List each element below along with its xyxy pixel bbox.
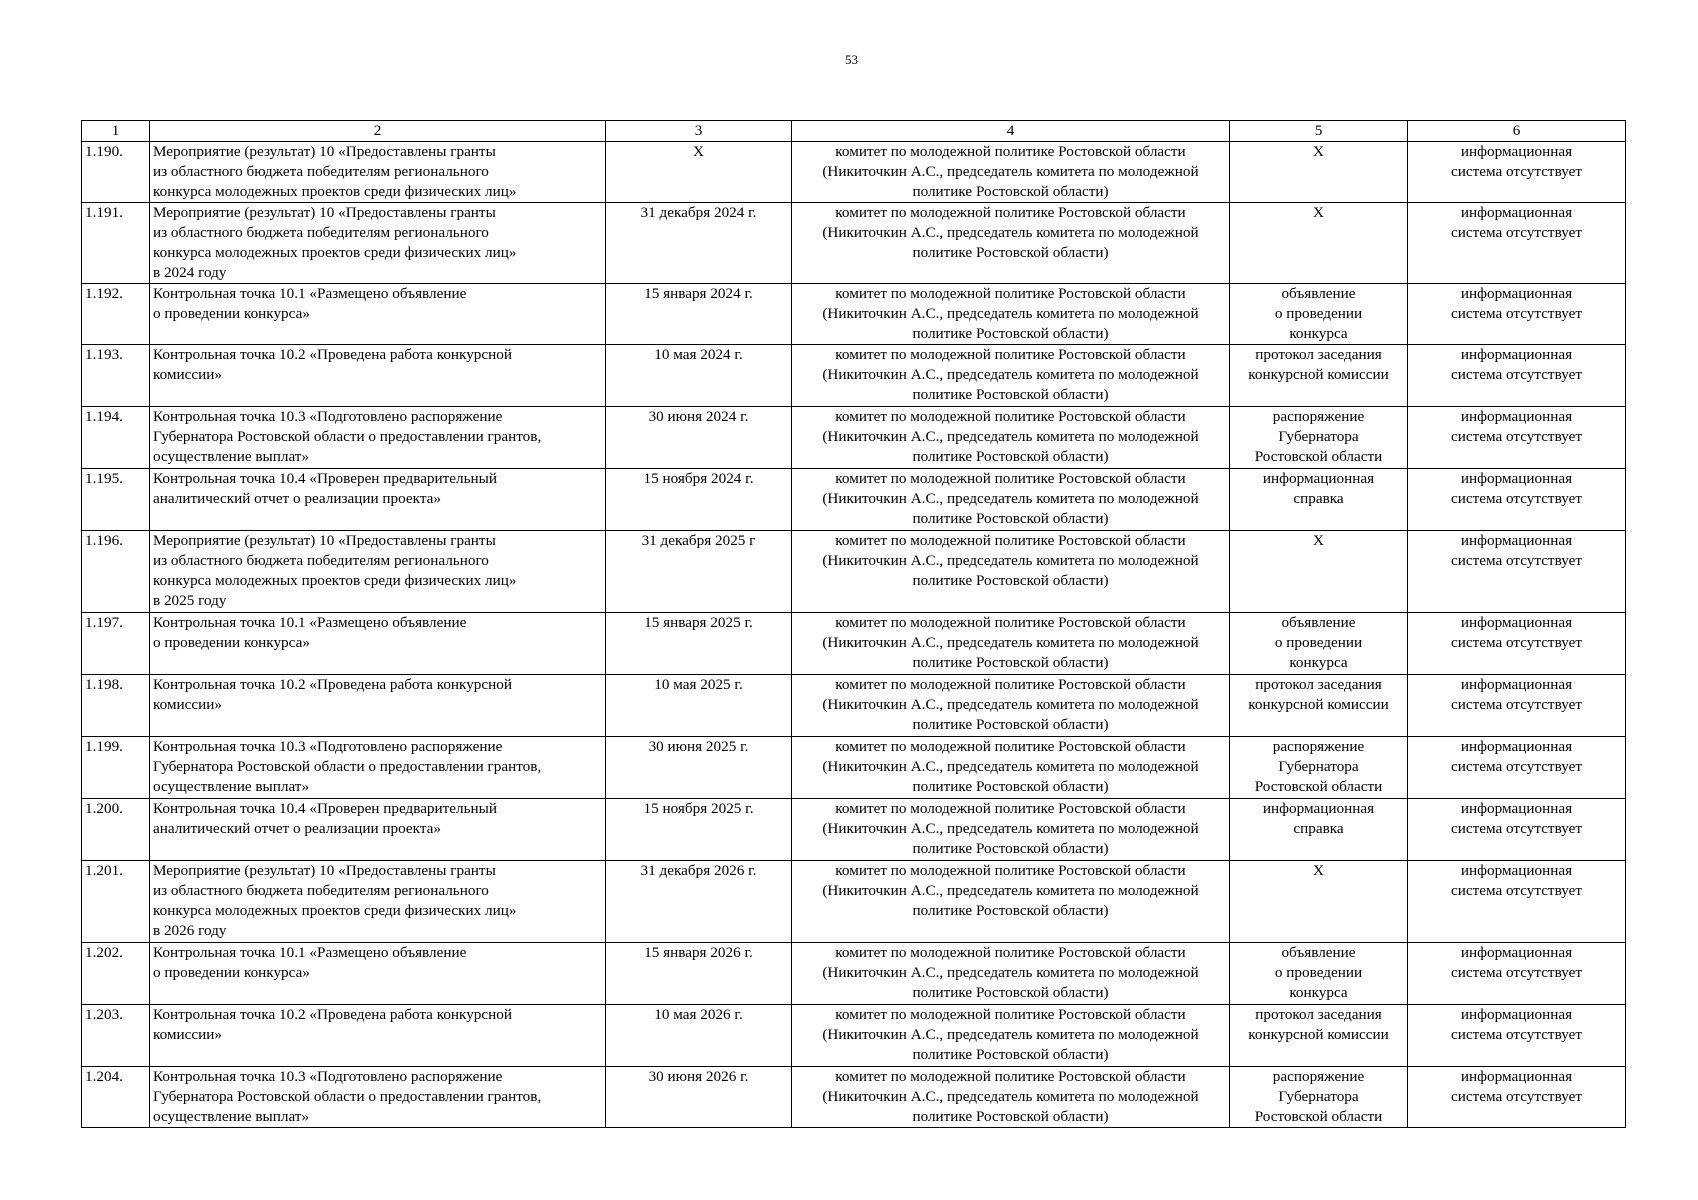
table-row <box>82 737 1626 799</box>
row-number: 1.202. <box>82 943 150 1005</box>
deadline-date: 10 мая 2024 г. <box>606 345 792 407</box>
responsible-executor: комитет по молодежной политике Ростовской области (Никиточкин А.С., председатель комитета по молодежной политике Ростовской области) <box>792 737 1230 799</box>
deadline-date: 31 декабря 2026 г. <box>606 861 792 943</box>
deadline-date: 31 декабря 2025 г <box>606 531 792 613</box>
table-row <box>82 1005 1626 1067</box>
deadline-date: 31 декабря 2024 г. <box>606 203 792 284</box>
table-row <box>82 1067 1626 1128</box>
info-system: информационная система отсутствует <box>1408 1005 1626 1067</box>
responsible-executor: комитет по молодежной политике Ростовской области (Никиточкин А.С., председатель комитета по молодежной политике Ростовской области) <box>792 407 1230 469</box>
row-number: 1.197. <box>82 613 150 675</box>
event-name: Контрольная точка 10.3 «Подготовлено распоряжение Губернатора Ростовской области о предоставлении грантов, осуществление выплат» <box>150 1067 606 1128</box>
table-row <box>82 284 1626 345</box>
deadline-date: 15 ноября 2025 г. <box>606 799 792 861</box>
responsible-executor: комитет по молодежной политике Ростовской области (Никиточкин А.С., председатель комитета по молодежной политике Ростовской области) <box>792 1067 1230 1128</box>
deadline-date: 15 ноября 2024 г. <box>606 469 792 531</box>
table-row <box>82 345 1626 407</box>
deadline-date: 15 января 2025 г. <box>606 613 792 675</box>
deadline-date: Х <box>606 142 792 203</box>
column-number: 2 <box>150 121 606 142</box>
responsible-executor: комитет по молодежной политике Ростовской области (Никиточкин А.С., председатель комитета по молодежной политике Ростовской области) <box>792 675 1230 737</box>
column-number: 5 <box>1230 121 1408 142</box>
table-row <box>82 407 1626 469</box>
event-name: Контрольная точка 10.3 «Подготовлено распоряжение Губернатора Ростовской области о предоставлении грантов, осуществление выплат» <box>150 407 606 469</box>
deadline-date: 30 июня 2025 г. <box>606 737 792 799</box>
info-system: информационная система отсутствует <box>1408 531 1626 613</box>
event-name: Контрольная точка 10.4 «Проверен предварительный аналитический отчет о реализации проекта» <box>150 469 606 531</box>
event-name: Мероприятие (результат) 10 «Предоставлены гранты из областного бюджета победителям регионального конкурса молодежных проектов среди физических лиц» <box>150 142 606 203</box>
column-numbers-row <box>82 121 1626 142</box>
responsible-executor: комитет по молодежной политике Ростовской области (Никиточкин А.С., председатель комитета по молодежной политике Ростовской области) <box>792 799 1230 861</box>
event-name: Мероприятие (результат) 10 «Предоставлены гранты из областного бюджета победителям регионального конкурса молодежных проектов среди физических лиц» в 2025 году <box>150 531 606 613</box>
responsible-executor: комитет по молодежной политике Ростовской области (Никиточкин А.С., председатель комитета по молодежной политике Ростовской области) <box>792 1005 1230 1067</box>
column-number: 4 <box>792 121 1230 142</box>
table-row <box>82 943 1626 1005</box>
row-number: 1.194. <box>82 407 150 469</box>
event-name: Мероприятие (результат) 10 «Предоставлены гранты из областного бюджета победителям регионального конкурса молодежных проектов среди физических лиц» в 2024 году <box>150 203 606 284</box>
event-name: Контрольная точка 10.3 «Подготовлено распоряжение Губернатора Ростовской области о предоставлении грантов, осуществление выплат» <box>150 737 606 799</box>
info-system: информационная система отсутствует <box>1408 284 1626 345</box>
responsible-executor: комитет по молодежной политике Ростовской области (Никиточкин А.С., председатель комитета по молодежной политике Ростовской области) <box>792 142 1230 203</box>
deadline-date: 30 июня 2024 г. <box>606 407 792 469</box>
info-system: информационная система отсутствует <box>1408 142 1626 203</box>
info-system: информационная система отсутствует <box>1408 469 1626 531</box>
table-row <box>82 531 1626 613</box>
deadline-date: 15 января 2024 г. <box>606 284 792 345</box>
row-number: 1.192. <box>82 284 150 345</box>
table-row <box>82 469 1626 531</box>
confirming-document: Х <box>1230 203 1408 284</box>
event-name: Контрольная точка 10.2 «Проведена работа конкурсной комиссии» <box>150 1005 606 1067</box>
confirming-document: объявление о проведении конкурса <box>1230 613 1408 675</box>
event-name: Контрольная точка 10.1 «Размещено объявление о проведении конкурса» <box>150 943 606 1005</box>
deadline-date: 10 мая 2025 г. <box>606 675 792 737</box>
confirming-document: протокол заседания конкурсной комиссии <box>1230 675 1408 737</box>
event-name: Контрольная точка 10.1 «Размещено объявление о проведении конкурса» <box>150 613 606 675</box>
confirming-document: Х <box>1230 861 1408 943</box>
deadline-date: 10 мая 2026 г. <box>606 1005 792 1067</box>
confirming-document: протокол заседания конкурсной комиссии <box>1230 1005 1408 1067</box>
confirming-document: протокол заседания конкурсной комиссии <box>1230 345 1408 407</box>
event-name: Контрольная точка 10.4 «Проверен предварительный аналитический отчет о реализации проекта» <box>150 799 606 861</box>
table-row <box>82 142 1626 203</box>
column-number: 1 <box>82 121 150 142</box>
row-number: 1.199. <box>82 737 150 799</box>
event-name: Контрольная точка 10.1 «Размещено объявление о проведении конкурса» <box>150 284 606 345</box>
info-system: информационная система отсутствует <box>1408 613 1626 675</box>
deadline-date: 15 января 2026 г. <box>606 943 792 1005</box>
table-row <box>82 799 1626 861</box>
confirming-document: распоряжение Губернатора Ростовской области <box>1230 1067 1408 1128</box>
plan-table <box>81 120 1626 1128</box>
row-number: 1.190. <box>82 142 150 203</box>
responsible-executor: комитет по молодежной политике Ростовской области (Никиточкин А.С., председатель комитета по молодежной политике Ростовской области) <box>792 203 1230 284</box>
info-system: информационная система отсутствует <box>1408 861 1626 943</box>
row-number: 1.196. <box>82 531 150 613</box>
row-number: 1.191. <box>82 203 150 284</box>
event-name: Мероприятие (результат) 10 «Предоставлены гранты из областного бюджета победителям регионального конкурса молодежных проектов среди физических лиц» в 2026 году <box>150 861 606 943</box>
info-system: информационная система отсутствует <box>1408 1067 1626 1128</box>
deadline-date: 30 июня 2026 г. <box>606 1067 792 1128</box>
row-number: 1.203. <box>82 1005 150 1067</box>
row-number: 1.204. <box>82 1067 150 1128</box>
table-row <box>82 203 1626 284</box>
page-number-text: 53 <box>845 52 858 67</box>
responsible-executor: комитет по молодежной политике Ростовской области (Никиточкин А.С., председатель комитета по молодежной политике Ростовской области) <box>792 531 1230 613</box>
responsible-executor: комитет по молодежной политике Ростовской области (Никиточкин А.С., председатель комитета по молодежной политике Ростовской области) <box>792 469 1230 531</box>
confirming-document: объявление о проведении конкурса <box>1230 284 1408 345</box>
responsible-executor: комитет по молодежной политике Ростовской области (Никиточкин А.С., председатель комитета по молодежной политике Ростовской области) <box>792 613 1230 675</box>
info-system: информационная система отсутствует <box>1408 675 1626 737</box>
row-number: 1.198. <box>82 675 150 737</box>
info-system: информационная система отсутствует <box>1408 203 1626 284</box>
table-row <box>82 613 1626 675</box>
table-row <box>82 675 1626 737</box>
confirming-document: информационная справка <box>1230 469 1408 531</box>
info-system: информационная система отсутствует <box>1408 943 1626 1005</box>
confirming-document: Х <box>1230 531 1408 613</box>
confirming-document: распоряжение Губернатора Ростовской области <box>1230 737 1408 799</box>
row-number: 1.200. <box>82 799 150 861</box>
event-name: Контрольная точка 10.2 «Проведена работа конкурсной комиссии» <box>150 675 606 737</box>
info-system: информационная система отсутствует <box>1408 737 1626 799</box>
column-number: 3 <box>606 121 792 142</box>
confirming-document: распоряжение Губернатора Ростовской области <box>1230 407 1408 469</box>
column-number: 6 <box>1408 121 1626 142</box>
confirming-document: информационная справка <box>1230 799 1408 861</box>
row-number: 1.193. <box>82 345 150 407</box>
info-system: информационная система отсутствует <box>1408 407 1626 469</box>
confirming-document: Х <box>1230 142 1408 203</box>
info-system: информационная система отсутствует <box>1408 345 1626 407</box>
event-name: Контрольная точка 10.2 «Проведена работа конкурсной комиссии» <box>150 345 606 407</box>
responsible-executor: комитет по молодежной политике Ростовской области (Никиточкин А.С., председатель комитета по молодежной политике Ростовской области) <box>792 861 1230 943</box>
responsible-executor: комитет по молодежной политике Ростовской области (Никиточкин А.С., председатель комитета по молодежной политике Ростовской области) <box>792 345 1230 407</box>
confirming-document: объявление о проведении конкурса <box>1230 943 1408 1005</box>
info-system: информационная система отсутствует <box>1408 799 1626 861</box>
row-number: 1.201. <box>82 861 150 943</box>
responsible-executor: комитет по молодежной политике Ростовской области (Никиточкин А.С., председатель комитета по молодежной политике Ростовской области) <box>792 284 1230 345</box>
responsible-executor: комитет по молодежной политике Ростовской области (Никиточкин А.С., председатель комитета по молодежной политике Ростовской области) <box>792 943 1230 1005</box>
row-number: 1.195. <box>82 469 150 531</box>
table-row <box>82 861 1626 943</box>
